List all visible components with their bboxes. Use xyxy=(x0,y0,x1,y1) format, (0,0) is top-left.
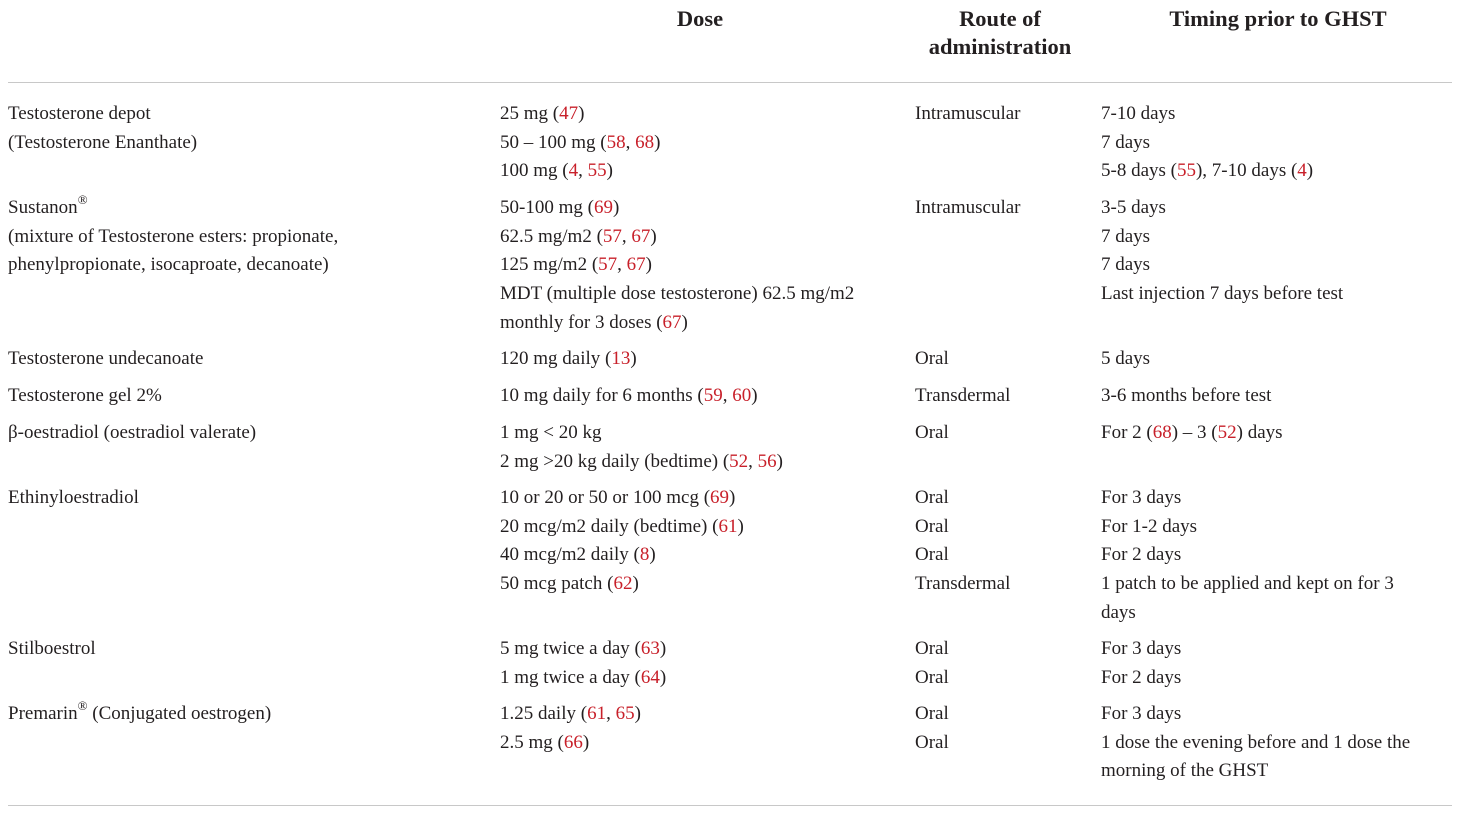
header-rule xyxy=(8,82,1452,83)
dose-line: 5 mg twice a day (63) xyxy=(500,638,667,659)
route-line: Oral xyxy=(915,544,949,566)
reference-link[interactable]: 8 xyxy=(639,544,650,566)
dose-line: 1.25 daily (61, 65) xyxy=(500,703,641,724)
timing-line: For 3 days xyxy=(1101,487,1182,508)
reference-link[interactable]: 68 xyxy=(1152,422,1172,443)
reference-link[interactable]: 59 xyxy=(703,385,723,406)
drug-cell xyxy=(8,697,272,729)
timing-line: For 3 days xyxy=(1101,703,1182,724)
route-line: Intramuscular xyxy=(915,103,1021,124)
reference-link[interactable]: 65 xyxy=(615,703,635,724)
reference-link[interactable]: 67 xyxy=(662,311,682,333)
reference-link[interactable]: 58 xyxy=(606,131,626,153)
route-line: Oral xyxy=(915,422,949,443)
timing-line: For 2 days xyxy=(1101,544,1182,566)
timing-line: 5 days xyxy=(1101,348,1151,369)
dose-line: 125 mg/m2 (57, 67) xyxy=(500,254,652,276)
reference-link[interactable]: 63 xyxy=(640,638,660,659)
timing-line: 7 days xyxy=(1101,225,1151,247)
drug-cell xyxy=(8,635,96,664)
drug-name-line: Premarin® (Conjugated oestrogen) xyxy=(8,697,272,724)
drug-name-line: β-oestradiol (oestradiol valerate) xyxy=(8,422,257,443)
timing-line: 7-10 days xyxy=(1101,103,1176,124)
reference-link[interactable]: 13 xyxy=(611,348,631,369)
timing-cell xyxy=(1101,345,1150,374)
timing-cell xyxy=(1101,700,1410,786)
timing-line: 7 days xyxy=(1101,131,1151,153)
timing-line: 3-6 months before test xyxy=(1101,385,1272,406)
route-cell xyxy=(915,700,949,757)
drug-cell xyxy=(8,345,203,374)
route-cell xyxy=(915,194,1021,223)
dose-cell xyxy=(500,484,744,599)
timing-line: 3-5 days xyxy=(1101,197,1166,218)
timing-line: Last injection 7 days before test xyxy=(1101,283,1344,305)
drug-name-line: Testosterone undecanoate xyxy=(8,348,204,369)
dose-cell xyxy=(500,700,641,757)
reference-link[interactable]: 69 xyxy=(710,487,730,508)
reference-link[interactable]: 60 xyxy=(732,385,752,406)
reference-link[interactable]: 55 xyxy=(587,160,607,182)
route-line: Oral xyxy=(915,515,949,537)
timing-line: 7 days xyxy=(1101,254,1151,276)
dose-line: 1 mg < 20 kg xyxy=(500,422,602,443)
reference-link[interactable]: 4 xyxy=(568,160,579,182)
timing-line: For 2 (68) – 3 (52) days xyxy=(1101,422,1283,443)
header-dose: Dose xyxy=(676,6,724,31)
reference-link[interactable]: 52 xyxy=(1217,422,1237,443)
dose-line: MDT (multiple dose testosterone) 62.5 mg/m2 xyxy=(500,283,855,305)
drug-name-line: Testosterone gel 2% xyxy=(8,385,162,406)
drug-cell xyxy=(8,191,339,280)
dose-line: 50-100 mg (69) xyxy=(500,197,620,218)
timing-line: For 3 days xyxy=(1101,638,1182,659)
timing-line: morning of the GHST xyxy=(1101,760,1269,782)
drug-name-line: (mixture of Testosterone esters: propionate, xyxy=(8,225,339,247)
route-line: Oral xyxy=(915,666,949,688)
dose-cell xyxy=(500,345,637,374)
route-line: Transdermal xyxy=(915,573,1011,595)
timing-line: For 1-2 days xyxy=(1101,515,1198,537)
reference-link[interactable]: 52 xyxy=(729,450,749,472)
dose-line: 2.5 mg (66) xyxy=(500,731,590,753)
reference-link[interactable]: 57 xyxy=(598,254,618,276)
reference-link[interactable]: 67 xyxy=(631,225,651,247)
timing-line: 1 patch to be applied and kept on for 3 xyxy=(1101,573,1394,595)
dose-cell xyxy=(500,194,854,337)
route-cell xyxy=(915,345,949,374)
reference-link[interactable]: 69 xyxy=(593,197,613,218)
dose-line: 120 mg daily (13) xyxy=(500,348,637,369)
drug-name-line: Sustanon® xyxy=(8,191,88,218)
dose-cell xyxy=(500,382,758,411)
dose-cell xyxy=(500,419,783,476)
header-route-line1: Route of xyxy=(959,6,1041,31)
drug-cell xyxy=(8,419,256,448)
route-line: Oral xyxy=(915,731,949,753)
header-route xyxy=(905,5,1095,61)
header-timing: Timing prior to GHST xyxy=(1169,6,1387,31)
registered-mark: ® xyxy=(77,191,88,207)
dose-line: 10 mg daily for 6 months (59, 60) xyxy=(500,385,758,406)
timing-cell xyxy=(1101,635,1181,692)
reference-link[interactable]: 47 xyxy=(559,103,579,124)
timing-cell xyxy=(1101,382,1271,411)
drug-name-line: Stilboestrol xyxy=(8,638,96,659)
header-route-line2: administration xyxy=(928,34,1072,59)
reference-link[interactable]: 62 xyxy=(613,573,633,595)
route-line: Transdermal xyxy=(915,385,1011,406)
timing-cell xyxy=(1101,100,1313,186)
timing-line: days xyxy=(1101,601,1136,623)
timing-cell xyxy=(1101,194,1343,309)
reference-link[interactable]: 56 xyxy=(757,450,777,472)
timing-cell xyxy=(1101,419,1283,448)
reference-link[interactable]: 4 xyxy=(1297,160,1307,182)
dose-line: 25 mg (47) xyxy=(500,103,585,124)
bottom-rule xyxy=(8,805,1452,806)
dose-line: 20 mcg/m2 daily (bedtime) (61) xyxy=(500,515,744,537)
reference-link[interactable]: 68 xyxy=(635,131,655,153)
drug-name-line: Ethinyloestradiol xyxy=(8,487,139,508)
route-cell xyxy=(915,419,949,448)
route-cell xyxy=(915,100,1021,129)
timing-cell xyxy=(1101,484,1394,627)
route-line: Oral xyxy=(915,703,949,724)
drug-cell xyxy=(8,484,139,513)
dose-line: 1 mg twice a day (64) xyxy=(500,666,667,688)
timing-line: 5-8 days (55), 7-10 days (4) xyxy=(1101,160,1314,182)
dose-line: 40 mcg/m2 daily (8) xyxy=(500,544,656,566)
reference-link[interactable]: 67 xyxy=(626,254,646,276)
reference-link[interactable]: 57 xyxy=(602,225,622,247)
drug-cell xyxy=(8,382,162,411)
timing-line: For 2 days xyxy=(1101,666,1182,688)
route-line: Intramuscular xyxy=(915,197,1021,218)
dose-line: 10 or 20 or 50 or 100 mcg (69) xyxy=(500,487,736,508)
dose-line: monthly for 3 doses (67) xyxy=(500,311,688,333)
registered-mark: ® xyxy=(77,697,88,713)
drug-name-line: phenylpropionate, isocaproate, decanoate) xyxy=(8,254,329,276)
route-cell xyxy=(915,484,1010,599)
reference-link[interactable]: 61 xyxy=(587,703,607,724)
reference-link[interactable]: 61 xyxy=(718,515,738,537)
table-header xyxy=(0,0,1460,80)
drug-name-line: Testosterone depot xyxy=(8,103,151,124)
route-line: Oral xyxy=(915,638,949,659)
dose-line: 100 mg (4, 55) xyxy=(500,160,613,182)
reference-link[interactable]: 66 xyxy=(563,731,583,753)
route-line: Oral xyxy=(915,348,949,369)
reference-link[interactable]: 64 xyxy=(640,666,660,688)
drug-name-line: (Testosterone Enanthate) xyxy=(8,131,198,153)
dose-line: 50 mcg patch (62) xyxy=(500,573,639,595)
dose-cell xyxy=(500,100,660,186)
timing-line: 1 dose the evening before and 1 dose the xyxy=(1101,731,1411,753)
route-line: Oral xyxy=(915,487,949,508)
dose-line: 62.5 mg/m2 (57, 67) xyxy=(500,225,657,247)
drug-cell xyxy=(8,100,197,157)
reference-link[interactable]: 55 xyxy=(1176,160,1196,182)
dose-cell xyxy=(500,635,666,692)
dose-line: 50 – 100 mg (58, 68) xyxy=(500,131,661,153)
route-cell xyxy=(915,635,949,692)
dose-line: 2 mg >20 kg daily (bedtime) (52, 56) xyxy=(500,450,783,472)
route-cell xyxy=(915,382,1010,411)
